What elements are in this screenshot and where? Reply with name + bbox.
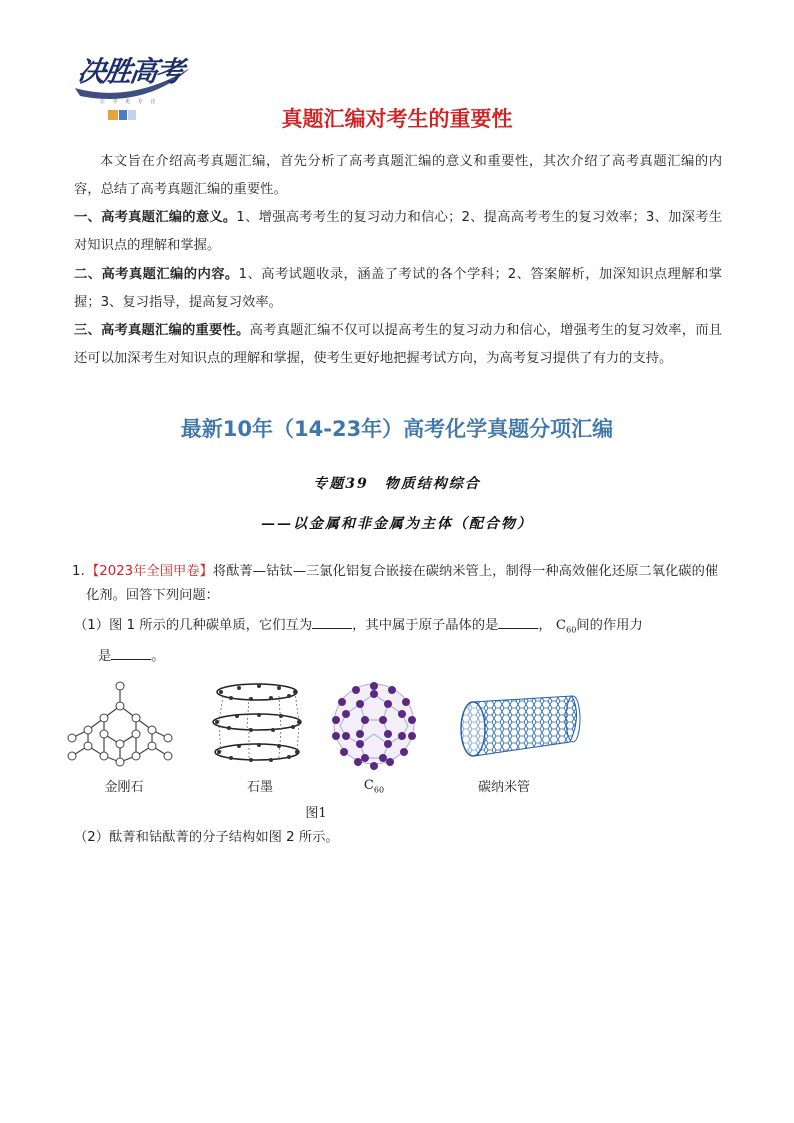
part1-text-f: 。 [151,649,165,664]
part1-text-d: 间的作用力 [576,618,643,633]
part1-text-e: 是 [98,649,112,664]
c60-label-subscript: 60 [373,785,385,795]
answer-blank-3[interactable] [111,647,151,660]
carbon-nanotube-icon [454,694,584,764]
collection-title: 最新10年（14-23年）高考化学真题分项汇编 [180,417,614,441]
label-graphite: 石墨 [246,780,273,795]
section-heading: 二、高考真题汇编的内容。 [74,267,239,282]
question-number: 1. [72,564,85,579]
c60-subscript: 60 [566,625,577,635]
section-significance [74,204,722,260]
part1-text-a: （1）图 1 所示的几种碳单质，它们互为 [74,618,313,633]
section-body: 1、增强高考考生的复习动力和信心；2、提高高考考生的复习效率；3、加深考生对知识点的理解和掌握。 [74,210,722,254]
topic-title: 专题39 物质结构综合 [313,476,481,492]
question-text: 将酞菁—钴钛—三氯化铝复合嵌接在碳纳米管上，制得一种高效催化还原二氧化碳的催化剂。回答下列问题： [86,564,719,603]
question-part1-line2 [98,645,165,669]
section-body: 1、高考试题收录，涵盖了考试的各个学科；2、答案解析，加深知识点理解和掌握；3、复习指导，提高复习效率。 [74,267,723,311]
logo-text: 决胜高考 [75,55,185,88]
question-stem [86,560,726,608]
section-content [74,261,722,317]
logo-subtext: 让 学 更 专 注 [100,99,159,105]
label-c60 [334,778,414,795]
subtopic-title: ——以金属和非金属为主体（配合物） [261,516,533,532]
graphite-structure-icon [209,678,309,768]
c60-symbol: C [555,618,567,633]
c60-fullerene-icon [326,676,422,772]
intro-paragraph: 本文旨在介绍高考真题汇编，首先分析了高考真题汇编的意义和重要性，其次介绍了高考真题汇编的内容，总结了高考真题汇编的重要性。 [74,154,722,198]
label-nanotube: 碳纳米管 [477,780,530,795]
part1-text-c: ， [538,618,552,633]
question-source: 【2023年全国甲卷】 [86,564,213,579]
question-part2: （2）酞菁和钴酞菁的分子结构如图 2 所示。 [74,830,339,845]
page-title: 真题汇编对考生的重要性 [281,107,513,131]
section-body: 高考真题汇编不仅可以提高考生的复习动力和信心，增强考生的复习效率，而且还可以加深考生对知识点的理解和掌握，使考生更好地把握考试方向，为高考复习提供了有力的支持。 [74,323,723,367]
label-diamond: 金刚石 [104,780,144,795]
section-heading: 一、高考真题汇编的意义。 [74,210,237,225]
c60-label-symbol: C [363,778,374,793]
answer-blank-2[interactable] [498,616,538,629]
figure-caption: 图1 [305,806,327,821]
section-importance [74,317,722,373]
section-heading: 三、高考真题汇编的重要性。 [74,323,250,338]
figure-1 [64,676,584,826]
c60-formula [556,618,576,633]
answer-blank-1[interactable] [312,616,352,629]
question-part1 [74,614,724,643]
diamond-structure-icon [64,676,184,771]
part1-text-b: ，其中属于原子晶体的是 [352,618,499,633]
